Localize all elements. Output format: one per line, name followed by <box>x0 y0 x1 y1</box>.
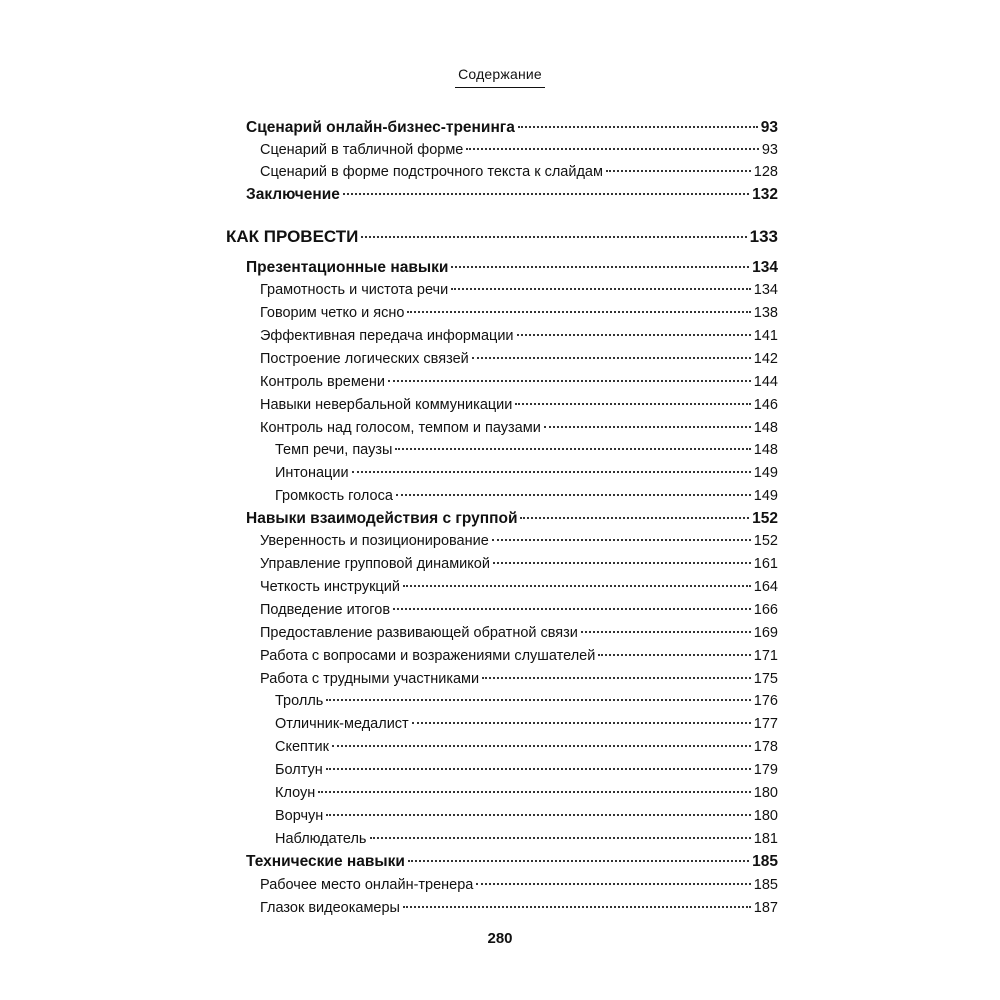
dot-leader <box>326 768 751 770</box>
toc-entry-page: 146 <box>753 397 778 413</box>
toc-entry-page: 177 <box>753 716 778 732</box>
dot-leader <box>343 193 749 195</box>
dot-leader <box>518 126 758 128</box>
toc-entry-title: Контроль времени <box>260 374 385 390</box>
dot-leader <box>361 236 746 238</box>
dot-leader <box>493 562 751 564</box>
toc-entry-page: 152 <box>753 533 778 549</box>
toc-entry-title: Наблюдатель <box>275 831 367 847</box>
dot-leader <box>352 471 751 473</box>
toc-entry-page: 152 <box>752 510 778 527</box>
toc-entry-page: 185 <box>753 877 778 893</box>
toc-entry-title: Тролль <box>275 693 324 709</box>
toc-entry-page: 134 <box>752 259 778 276</box>
dot-leader <box>544 426 751 428</box>
toc-entry-title: Презентационные навыки <box>246 259 449 276</box>
toc-entry-title: Темп речи, паузы <box>275 442 393 458</box>
toc-entry-page: 164 <box>753 579 778 595</box>
toc-entry <box>260 875 778 895</box>
dot-leader <box>466 148 758 150</box>
toc-entry-title: Подведение итогов <box>260 602 391 618</box>
toc-entry <box>260 303 778 323</box>
toc-entry-page: 144 <box>753 374 778 390</box>
toc-entry-title: Говорим четко и ясно <box>260 305 405 321</box>
toc-entry-title: Ворчун <box>275 808 324 824</box>
toc-entry <box>260 418 778 438</box>
toc-entry-page: 132 <box>752 186 778 203</box>
dot-leader <box>581 631 751 633</box>
toc-entry-title: Грамотность и чистота речи <box>260 282 449 298</box>
dot-leader <box>407 311 750 313</box>
toc-entry-page: 138 <box>753 305 778 321</box>
toc-entry <box>260 646 778 666</box>
dot-leader <box>451 266 749 268</box>
dot-leader <box>393 608 751 610</box>
toc-entry-page: 141 <box>753 328 778 344</box>
toc-entry <box>275 783 778 803</box>
toc-entry-title: Сценарий в форме подстрочного текста к слайдам <box>260 164 603 180</box>
dot-leader <box>520 517 749 519</box>
toc-entry <box>246 258 778 278</box>
dot-leader <box>476 883 750 885</box>
page-number: 280 <box>487 930 513 947</box>
toc-entry-title: Рабочее место онлайн-тренера <box>260 877 474 893</box>
toc-entry-title: Болтун <box>275 762 323 778</box>
toc-entry-page: 149 <box>753 488 778 504</box>
dot-leader <box>451 288 751 290</box>
toc-entry-page: 133 <box>749 227 778 246</box>
toc-entry <box>260 162 778 182</box>
toc-entry-title: Работа с трудными участниками <box>260 671 480 687</box>
toc-entry <box>260 326 778 346</box>
dot-leader <box>482 677 751 679</box>
toc-entry-title: Скептик <box>275 739 329 755</box>
toc-entry-title: Сценарий в табличной форме <box>260 142 464 158</box>
toc-entry-page: 166 <box>753 602 778 618</box>
toc-entry-title: Уверенность и позиционирование <box>260 533 489 549</box>
toc-entry-page: 169 <box>753 625 778 641</box>
toc-entry <box>246 185 778 205</box>
dot-leader <box>517 334 751 336</box>
toc-entry-title: Отличник-медалист <box>275 716 409 732</box>
toc-entry-page: 148 <box>753 420 778 436</box>
dot-leader <box>472 357 751 359</box>
toc-entry <box>260 372 778 392</box>
toc-entry-page: 93 <box>761 142 778 158</box>
toc-entry <box>260 554 778 574</box>
toc-entry-page: 181 <box>753 831 778 847</box>
toc-entry <box>260 280 778 300</box>
dot-leader <box>492 539 751 541</box>
toc-entry-title: Работа с вопросами и возражениями слушателей <box>260 648 596 664</box>
dot-leader <box>412 722 751 724</box>
toc-entry-page: 185 <box>752 853 778 870</box>
toc-entry-title: Глазок видеокамеры <box>260 900 400 916</box>
dot-leader <box>326 814 751 816</box>
toc-entry-title: Контроль над голосом, темпом и паузами <box>260 420 541 436</box>
toc-entry-page: 128 <box>753 164 778 180</box>
toc-entry-title: Заключение <box>246 186 340 203</box>
toc-entry-title: Навыки взаимодействия с группой <box>246 510 518 527</box>
toc-entry <box>275 691 778 711</box>
toc-entry-page: 161 <box>753 556 778 572</box>
toc-entry <box>275 829 778 849</box>
toc-entry-title: Четкость инструкций <box>260 579 400 595</box>
header-title: Содержание <box>458 66 542 82</box>
dot-leader <box>395 448 750 450</box>
toc-entry <box>246 118 778 138</box>
toc-entry-page: 93 <box>760 119 778 136</box>
toc-entry-page: 175 <box>753 671 778 687</box>
toc-entry-title: Предоставление развивающей обратной связи <box>260 625 578 641</box>
toc-entry <box>275 440 778 460</box>
toc-entry <box>260 395 778 415</box>
toc-entry <box>260 898 778 918</box>
dot-leader <box>598 654 750 656</box>
toc-entry <box>260 349 778 369</box>
toc-entry <box>260 600 778 620</box>
toc-entry <box>260 140 778 160</box>
toc-entry <box>260 623 778 643</box>
toc-entry <box>275 463 778 483</box>
toc-entry <box>246 509 778 529</box>
toc-entry-page: 178 <box>753 739 778 755</box>
dot-leader <box>332 745 751 747</box>
dot-leader <box>408 860 749 862</box>
toc-entry-title: Интонации <box>275 465 349 481</box>
dot-leader <box>396 494 751 496</box>
dot-leader <box>370 837 751 839</box>
toc-entry-page: 142 <box>753 351 778 367</box>
dot-leader <box>606 170 751 172</box>
toc-entry-page: 171 <box>753 648 778 664</box>
toc-entry <box>275 714 778 734</box>
toc-entry-title: Эффективная передача информации <box>260 328 514 344</box>
toc-entry-page: 148 <box>753 442 778 458</box>
toc-entry <box>275 737 778 757</box>
toc-entry <box>260 531 778 551</box>
dot-leader <box>403 906 751 908</box>
toc-entry <box>260 669 778 689</box>
toc-entry-title: КАК ПРОВЕСТИ <box>226 227 359 246</box>
dot-leader <box>326 699 750 701</box>
toc-entry-page: 180 <box>753 808 778 824</box>
toc-entry-page: 180 <box>753 785 778 801</box>
toc-entry-page: 134 <box>753 282 778 298</box>
toc-entry-page: 149 <box>753 465 778 481</box>
toc-entry <box>246 852 778 872</box>
toc-entry-title: Построение логических связей <box>260 351 469 367</box>
toc-entry-title: Клоун <box>275 785 316 801</box>
toc-entry <box>260 577 778 597</box>
toc-entry-title: Технические навыки <box>246 853 405 870</box>
toc-entry-page: 179 <box>753 762 778 778</box>
toc-entry-title: Управление групповой динамикой <box>260 556 490 572</box>
dot-leader <box>318 791 751 793</box>
toc-entry <box>275 760 778 780</box>
toc-entry <box>275 806 778 826</box>
toc-entry <box>275 486 778 506</box>
dot-leader <box>403 585 751 587</box>
toc-entry-title: Громкость голоса <box>275 488 393 504</box>
toc-entry-page: 187 <box>753 900 778 916</box>
dot-leader <box>515 403 750 405</box>
toc-entry <box>226 227 778 247</box>
dot-leader <box>388 380 751 382</box>
toc-entry-title: Сценарий онлайн-бизнес-тренинга <box>246 119 515 136</box>
toc-entry-page: 176 <box>753 693 778 709</box>
toc-entry-title: Навыки невербальной коммуникации <box>260 397 513 413</box>
